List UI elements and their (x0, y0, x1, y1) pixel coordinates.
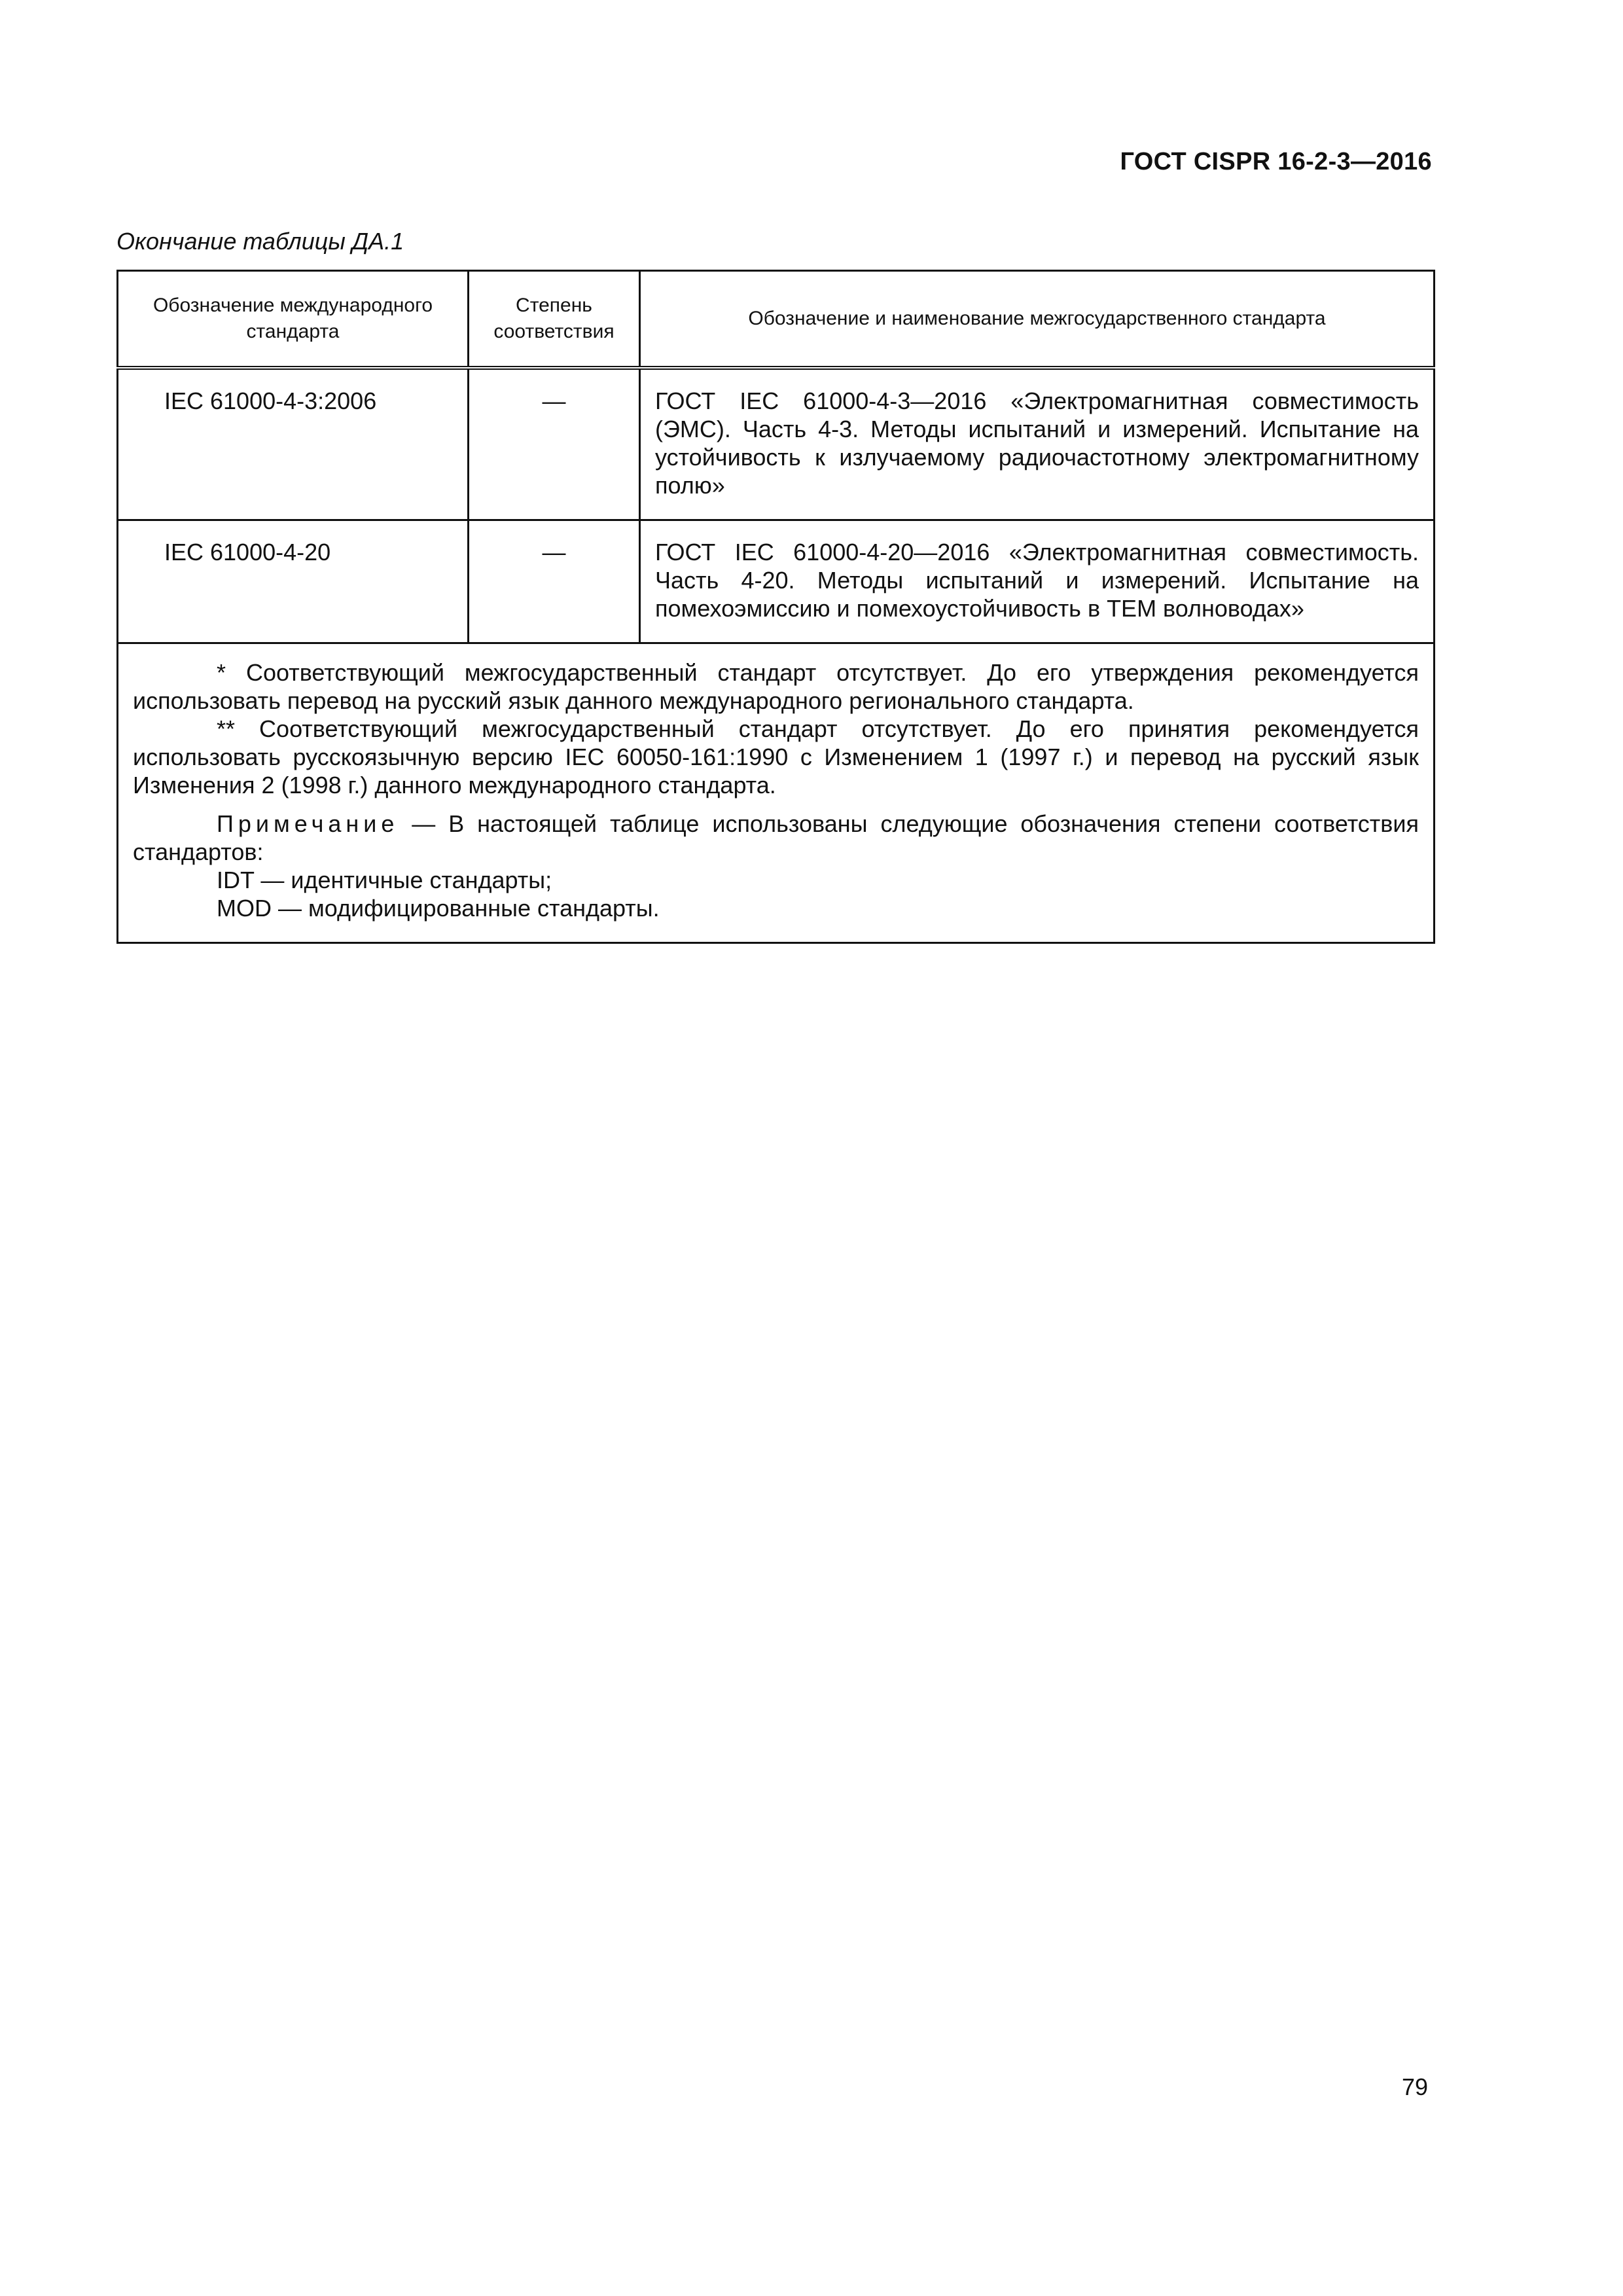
table-row (118, 368, 1435, 520)
standards-table (116, 270, 1435, 944)
footnote: ** Соответствующий межгосударственный стандарт отсутствует. До его принятия рекомендуется использовать русскоязычную версию IEC 60050-161:1990 с Изменением 1 (1997 г.) и перевод на русский язык Изменения 2 (1998 г.) данного международного стандарта. (133, 715, 1419, 798)
degree-cell: — (469, 520, 640, 643)
header-interstate-standard: Обозначение и наименование межгосударственного стандарта (640, 271, 1435, 368)
table-header-row (118, 271, 1435, 368)
header-degree: Степень соответствия (469, 271, 640, 368)
table-caption: Окончание таблицы ДА.1 (116, 228, 404, 255)
note-text: — В настоящей таблице использованы следующие обозначения степени соответствия стандартов: (133, 810, 1419, 865)
interstate-standard-cell: ГОСТ IEC 61000-4-20—2016 «Электромагнитная совместимость. Часть 4-20. Методы испытаний и измерений. Испытание на помехоэмиссию и помехоустойчивость в ТЕМ волноводах» (640, 520, 1435, 643)
table-notes-cell (118, 643, 1435, 943)
table-row (118, 520, 1435, 643)
table-note (133, 810, 1419, 922)
note-item: IDT — идентичные стандарты; (217, 867, 552, 893)
header-intl-standard: Обозначение международного стандарта (118, 271, 469, 368)
document-code: ГОСТ CISPR 16-2-3—2016 (1120, 148, 1432, 175)
interstate-standard-cell: ГОСТ IEC 61000-4-3—2016 «Электромагнитная совместимость (ЭМС). Часть 4-3. Методы испытаний и измерений. Испытание на устойчивость к излучаемому радиочастотному электромагнитному полю» (640, 368, 1435, 520)
footnote: * Соответствующий межгосударственный стандарт отсутствует. До его утверждения рекомендуется использовать перевод на русский язык данного международного регионального стандарта. (133, 659, 1419, 714)
intl-standard-cell: IEC 61000-4-3:2006 (118, 368, 469, 520)
intl-standard-cell: IEC 61000-4-20 (118, 520, 469, 643)
note-lead: Примечание (217, 810, 399, 837)
degree-cell: — (469, 368, 640, 520)
table-notes-row (118, 643, 1435, 943)
footnotes (133, 658, 1419, 799)
page-number: 79 (1401, 2073, 1428, 2100)
note-item: MOD — модифицированные стандарты. (217, 895, 660, 922)
